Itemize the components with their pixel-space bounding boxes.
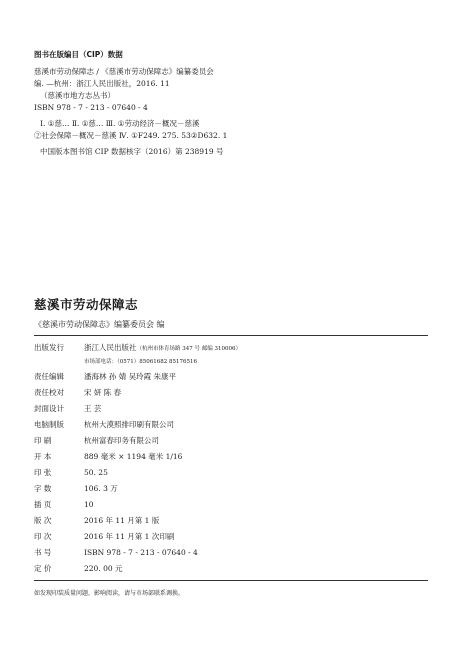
- detail-label: 电脑制版: [34, 420, 64, 429]
- cip-library-line: 中国版本图书馆 CIP 数据核字（2016）第 238919 号: [40, 147, 224, 156]
- detail-row: [34, 516, 159, 526]
- detail-label: 责任编辑: [34, 372, 64, 381]
- detail-label: 定 价: [34, 564, 52, 573]
- detail-row: [34, 468, 108, 478]
- detail-value: 220. 00 元: [84, 564, 123, 573]
- detail-value: 杭州大漠照排印刷有限公司: [84, 420, 174, 429]
- detail-value: 2016 年 11 月第 1 版: [84, 516, 160, 525]
- detail-row: [34, 548, 198, 558]
- detail-label: 书 号: [34, 548, 52, 557]
- book-editor: 《慈溪市劳动保障志》编纂委员会 编: [34, 320, 165, 329]
- detail-label: 封面设计: [34, 404, 64, 413]
- publisher-row: [34, 343, 241, 354]
- detail-value: 50. 25: [84, 468, 108, 477]
- detail-value: 王 芸: [84, 404, 102, 413]
- detail-row: [34, 372, 176, 382]
- quality-notice: 如发现印装质量问题，影响阅读，请与市场部联系调换。: [34, 590, 185, 597]
- detail-label: 印 次: [34, 532, 52, 541]
- detail-row: [34, 420, 174, 430]
- cip-line: 编. —杭州：浙江人民出版社，2016. 11: [34, 79, 170, 88]
- detail-value: ISBN 978 - 7 - 213 - 07640 - 4: [84, 548, 198, 557]
- detail-value: 潘海林 孙 婧 吴玲霞 朱康平: [84, 372, 177, 381]
- publisher-name: 浙江人民出版社: [84, 343, 137, 352]
- detail-row: [34, 388, 121, 398]
- publisher-address: （杭州市体育场路 347 号 邮编 310006）: [136, 346, 241, 352]
- cip-subject-line: Ⅰ. ①慈… Ⅱ. ①慈… Ⅲ. ①劳动经济－概况－慈溪: [40, 119, 200, 128]
- cip-line: ISBN 978 - 7 - 213 - 07640 - 4: [34, 103, 148, 112]
- detail-label: 字 数: [34, 484, 52, 493]
- cip-subject-line: ②社会保障－概况－慈溪 Ⅳ. ①F249. 275. 53②D632. 1: [34, 131, 228, 140]
- publisher-label: 出版发行: [34, 343, 64, 352]
- cip-line: （慈溪市地方志丛书）: [40, 91, 115, 100]
- detail-value: 10: [84, 500, 94, 509]
- detail-row: [34, 500, 94, 510]
- detail-label: 印 张: [34, 468, 52, 477]
- detail-value: 2016 年 11 月第 1 次印刷: [84, 532, 175, 541]
- detail-row: [34, 436, 159, 446]
- detail-row: [34, 452, 182, 462]
- detail-value: 106. 3 万: [84, 484, 118, 493]
- detail-row: [34, 404, 101, 414]
- detail-label: 印 刷: [34, 436, 52, 445]
- detail-value: 889 毫米 × 1194 毫米 1/16: [84, 452, 183, 461]
- bottom-divider: [34, 580, 428, 581]
- publisher-phone: 市场部电话：（0571）85061682 85176516: [84, 359, 197, 365]
- detail-row: [34, 564, 123, 574]
- book-title: 慈溪市劳动保障志: [34, 297, 139, 312]
- cip-heading: 图书在版编目（CIP）数据: [34, 50, 123, 59]
- detail-label: 开 本: [34, 452, 52, 461]
- detail-value: 宋 妍 陈 春: [84, 388, 122, 397]
- detail-row: [34, 484, 118, 494]
- top-divider: [34, 335, 428, 336]
- detail-value: 杭州富春印务有限公司: [84, 436, 159, 445]
- detail-label: 版 次: [34, 516, 52, 525]
- detail-row: [34, 532, 174, 542]
- detail-label: 插 页: [34, 500, 52, 509]
- cip-line: 慈溪市劳动保障志 / 《慈溪市劳动保障志》编纂委员会: [34, 67, 214, 76]
- detail-label: 责任校对: [34, 388, 64, 397]
